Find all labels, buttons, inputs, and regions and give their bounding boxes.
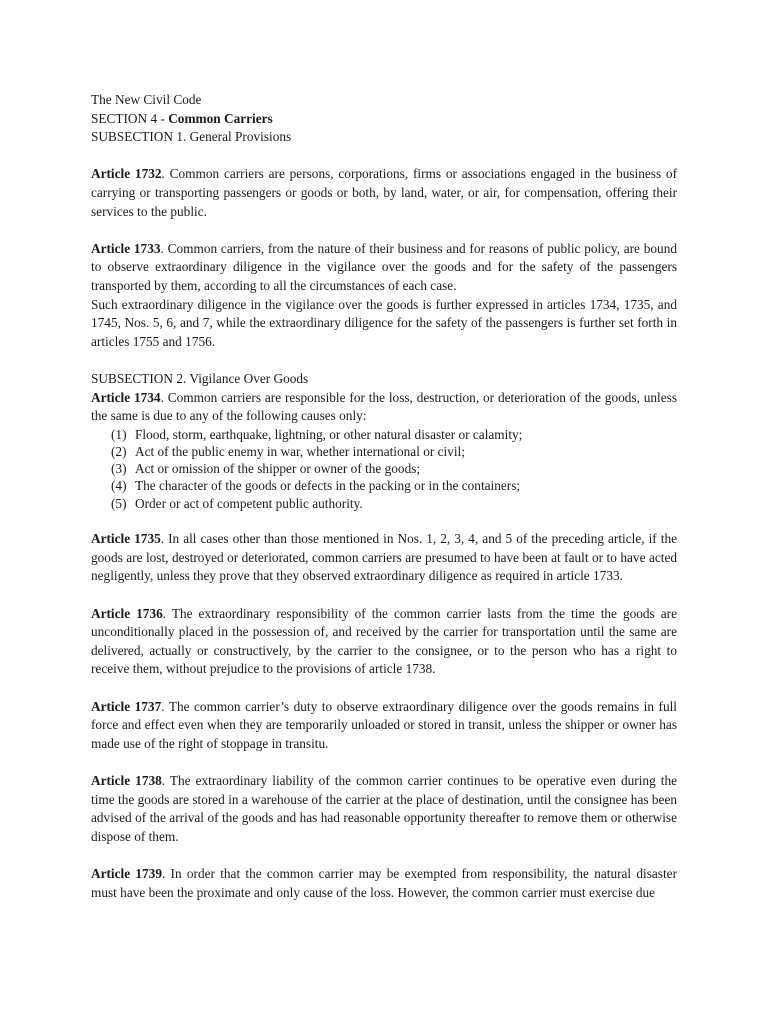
article-text: . The extraordinary responsibility of the common carrier lasts from the time the goods are unconditionally placed in the possession of, and received by the carrier for transportation until the same are delivered, actually or constructively, by the carrier to the consignee, or to the person who has a right to receive them, without prejudice to the provisions of article 1738. bbox=[91, 605, 677, 677]
list-item bbox=[111, 443, 677, 460]
article-label: Article 1736 bbox=[91, 605, 163, 621]
article-label: Article 1735 bbox=[91, 531, 161, 547]
article-1735 bbox=[91, 530, 677, 586]
article-1732 bbox=[91, 165, 677, 221]
subsection-2-heading: SUBSECTION 2. Vigilance Over Goods bbox=[91, 370, 309, 386]
article-1739 bbox=[91, 865, 677, 902]
list-item bbox=[111, 460, 677, 477]
article-label: Article 1734 bbox=[91, 389, 161, 405]
list-number: (2) bbox=[111, 443, 127, 459]
article-1733-continuation: Such extraordinary diligence in the vigilance over the goods is further expressed in articles 1734, 1735, and 1745, Nos. 5, 6, and 7, while the extraordinary diligence for the safety of the passengers is further set forth in articles 1755 and 1756. bbox=[91, 296, 677, 349]
list-number: (4) bbox=[111, 478, 127, 494]
article-text: . Common carriers are persons, corporations, firms or associations engaged in the business of carrying or transporting passengers or goods or both, by land, water, or air, for compensation, offering their services to the public. bbox=[91, 166, 678, 219]
article-1736 bbox=[91, 605, 677, 679]
article-label: Article 1739 bbox=[91, 865, 162, 881]
article-text: . The common carrier’s duty to observe extraordinary diligence over the goods remains in full force and effect even when they are temporarily unloaded or stored in transit, unless the shipper or owner has made use of the right of stoppage in transitu. bbox=[91, 698, 677, 751]
article-label: Article 1732 bbox=[91, 166, 162, 182]
article-label: Article 1733 bbox=[91, 240, 161, 256]
article-text: . Common carriers are responsible for the loss, destruction, or deterioration of the goods, unless the same is due to any of the following causes only: bbox=[91, 389, 678, 424]
article-1737 bbox=[91, 698, 677, 754]
article-text: . In all cases other than those mentioned in Nos. 1, 2, 3, 4, and 5 of the preceding article, if the goods are lost, destroyed or deteriorated, common carriers are presumed to have been at fault or to have acted negligently, unless they prove that they observed extraordinary diligence as required in article 1733. bbox=[91, 531, 677, 584]
section-heading bbox=[91, 110, 677, 129]
list-text: Act of the public enemy in war, whether international or civil; bbox=[135, 443, 465, 459]
article-1733 bbox=[91, 240, 677, 296]
list-item bbox=[111, 477, 677, 494]
article-text: . The extraordinary liability of the common carrier continues to be operative even during the time the goods are stored in a warehouse of the carrier at the place of destination, until the consignee has been advised of the arrival of the goods and has had reasonable opportunity thereafter to remove them or otherwise dispose of them. bbox=[91, 773, 677, 844]
section-title: Common Carriers bbox=[168, 110, 273, 126]
list-text: Act or omission of the shipper or owner of the goods; bbox=[135, 461, 421, 477]
article-1734 bbox=[91, 389, 677, 426]
section-prefix: SECTION 4 - bbox=[91, 110, 169, 126]
list-number: (3) bbox=[111, 461, 127, 477]
list-number: (1) bbox=[111, 426, 127, 442]
article-text: . In order that the common carrier may be exempted from responsibility, the natural disaster must have been the proximate and only cause of the loss. However, the common carrier must exercise due bbox=[91, 865, 677, 900]
list-item bbox=[111, 426, 677, 443]
article-label: Article 1738 bbox=[91, 773, 162, 789]
article-text: . Common carriers, from the nature of their business and for reasons of public policy, are bound to observe extraordinary diligence in the vigilance over the goods and for the safety of the passengers transported by them, according to all the circumstances of each case. bbox=[91, 240, 677, 293]
subsection-1-heading: SUBSECTION 1. General Provisions bbox=[91, 129, 292, 145]
list-number: (5) bbox=[111, 495, 127, 511]
article-1738 bbox=[91, 772, 677, 846]
article-label: Article 1737 bbox=[91, 698, 162, 714]
list-text: The character of the goods or defects in the packing or in the containers; bbox=[135, 478, 521, 494]
list-text: Flood, storm, earthquake, lightning, or other natural disaster or calamity; bbox=[135, 426, 523, 442]
code-title: The New Civil Code bbox=[91, 92, 202, 107]
causes-list bbox=[91, 426, 677, 512]
document-page bbox=[91, 91, 677, 902]
list-text: Order or act of competent public authority. bbox=[135, 495, 363, 511]
list-item bbox=[111, 495, 677, 512]
